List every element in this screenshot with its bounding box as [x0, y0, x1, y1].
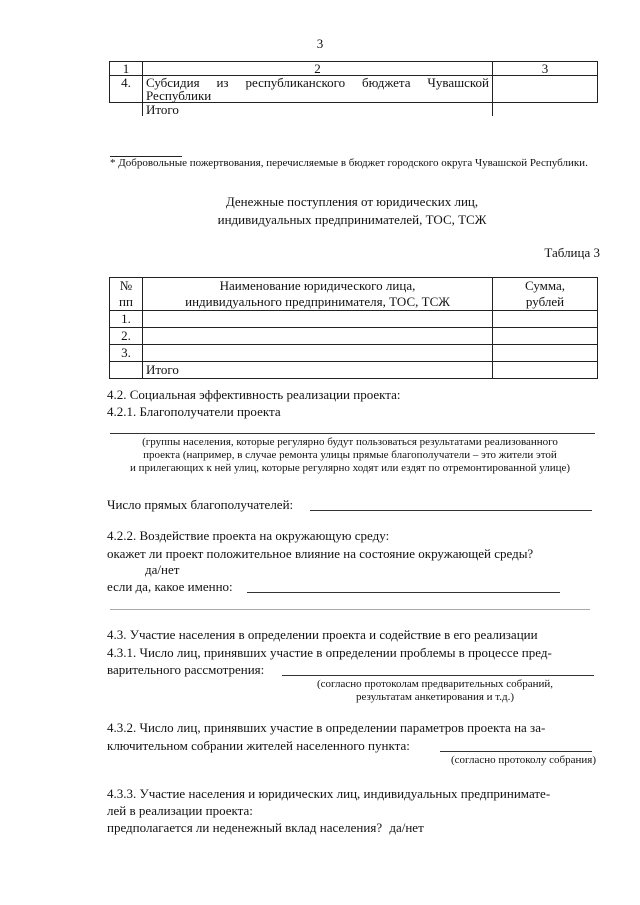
non-monetary-question [107, 819, 424, 836]
header-text: пп [119, 294, 133, 309]
section-4-3-1-line1: 4.3.1. Число лиц, принявших участие в определении проблемы в процессе пред- [107, 645, 552, 660]
environment-which-field[interactable] [247, 592, 560, 593]
footnote: * Добровольные пожертвования, перечисляемые в бюджет городского округа Чувашской Республики. [110, 157, 588, 169]
environment-question: окажет ли проект положительное влияние на состояние окружающей среды? [107, 546, 534, 561]
table-row [110, 345, 598, 362]
direct-beneficiaries-label: Число прямых благополучателей: [107, 497, 294, 512]
table-header-cell [143, 278, 493, 311]
section-title [0, 193, 640, 229]
table-cell: 4. [110, 76, 143, 103]
table-top [109, 61, 598, 116]
table-cell [493, 345, 598, 362]
table-cell: 3. [110, 345, 143, 362]
table-row [110, 103, 598, 117]
header-text: № [119, 278, 133, 293]
table-row [110, 62, 598, 76]
table-cell: Итого [143, 103, 493, 117]
table-cell: 2. [110, 328, 143, 345]
table-header-cell: 1 [110, 62, 143, 76]
table-cell [493, 76, 598, 103]
table-cell [493, 311, 598, 328]
table-row [110, 76, 598, 103]
environment-yes-no[interactable]: да/нет [145, 562, 180, 577]
table-label: Таблица 3 [544, 245, 600, 260]
section-4-2-2-title: 4.2.2. Воздействие проекта на окружающую среду: [107, 528, 390, 543]
hint-line: и прилегающих к ней улиц, которые регулярно ходят или ездят по отремонтированной улице) [129, 462, 571, 474]
preliminary-participants-field[interactable] [282, 675, 594, 676]
table-cell [493, 328, 598, 345]
table-cell [143, 345, 493, 362]
hint-line: (группы населения, которые регулярно будут пользоваться результатами реализованного [142, 436, 558, 448]
hint-line: проекта (например, в случае ремонта улицы прямые благополучатели – это жители этой [143, 449, 557, 461]
final-meeting-participants-field[interactable] [440, 751, 592, 752]
table-3 [109, 277, 598, 379]
preliminary-participants-hint [300, 678, 570, 704]
table-cell [110, 103, 143, 117]
table-header-cell: 2 [143, 62, 493, 76]
table-cell: Субсидия из республиканского бюджета Чувашской Республики [143, 76, 493, 103]
environment-extra-line[interactable] [110, 609, 590, 610]
table-header-cell: 3 [493, 62, 598, 76]
section-title-line: индивидуальных предпринимателей, ТОС, ТСЖ [217, 212, 487, 227]
section-4-3-title: 4.3. Участие населения в определении проекта и содействие в его реализации [107, 627, 538, 642]
table-cell [493, 362, 598, 379]
table-row [110, 328, 598, 345]
section-4-2-title: 4.2. Социальная эффективность реализации проекта: [107, 387, 401, 402]
section-title-line: Денежные поступления от юридических лиц, [225, 194, 479, 209]
beneficiaries-hint [100, 436, 600, 475]
table-cell [143, 328, 493, 345]
header-text: индивидуального предпринимателя, ТОС, ТСЖ [185, 294, 450, 309]
beneficiaries-input-line[interactable] [110, 433, 595, 434]
section-4-3-3-line1: 4.3.3. Участие населения и юридических лиц, индивидуальных предпринимате- [107, 786, 551, 801]
final-meeting-hint: (согласно протоколу собрания) [450, 754, 596, 766]
section-4-3-3-line2: лей в реализации проекта: [107, 803, 253, 818]
table-cell [143, 311, 493, 328]
table-row [110, 362, 598, 379]
section-4-3-1-line2: варительного рассмотрения: [107, 662, 265, 677]
section-4-3-2-line1: 4.3.2. Число лиц, принявших участие в определении параметров проекта на за- [107, 720, 546, 735]
direct-beneficiaries-field[interactable] [310, 510, 592, 511]
page-number: 3 [316, 36, 324, 51]
header-text: Наименование юридического лица, [219, 278, 416, 293]
table-cell: 1. [110, 311, 143, 328]
environment-which-label: если да, какое именно: [107, 579, 233, 594]
header-text: рублей [525, 294, 565, 309]
table-header-row [110, 278, 598, 311]
non-monetary-yes-no[interactable]: да/нет [389, 820, 424, 835]
hint-line: результатам анкетирования и т.д.) [355, 691, 515, 703]
section-4-2-1-title: 4.2.1. Благополучатели проекта [107, 404, 281, 419]
table-cell [110, 362, 143, 379]
table-cell: Итого [143, 362, 493, 379]
non-monetary-question-text: предполагается ли неденежный вклад населения? [107, 820, 383, 835]
table-header-cell [493, 278, 598, 311]
table-row [110, 311, 598, 328]
table-header-cell [110, 278, 143, 311]
table-cell [493, 103, 598, 117]
header-text: Сумма, [524, 278, 566, 293]
hint-line: (согласно протоколам предварительных собраний, [316, 678, 554, 690]
section-4-3-2-line2: ключительном собрании жителей населенного пункта: [107, 738, 410, 753]
